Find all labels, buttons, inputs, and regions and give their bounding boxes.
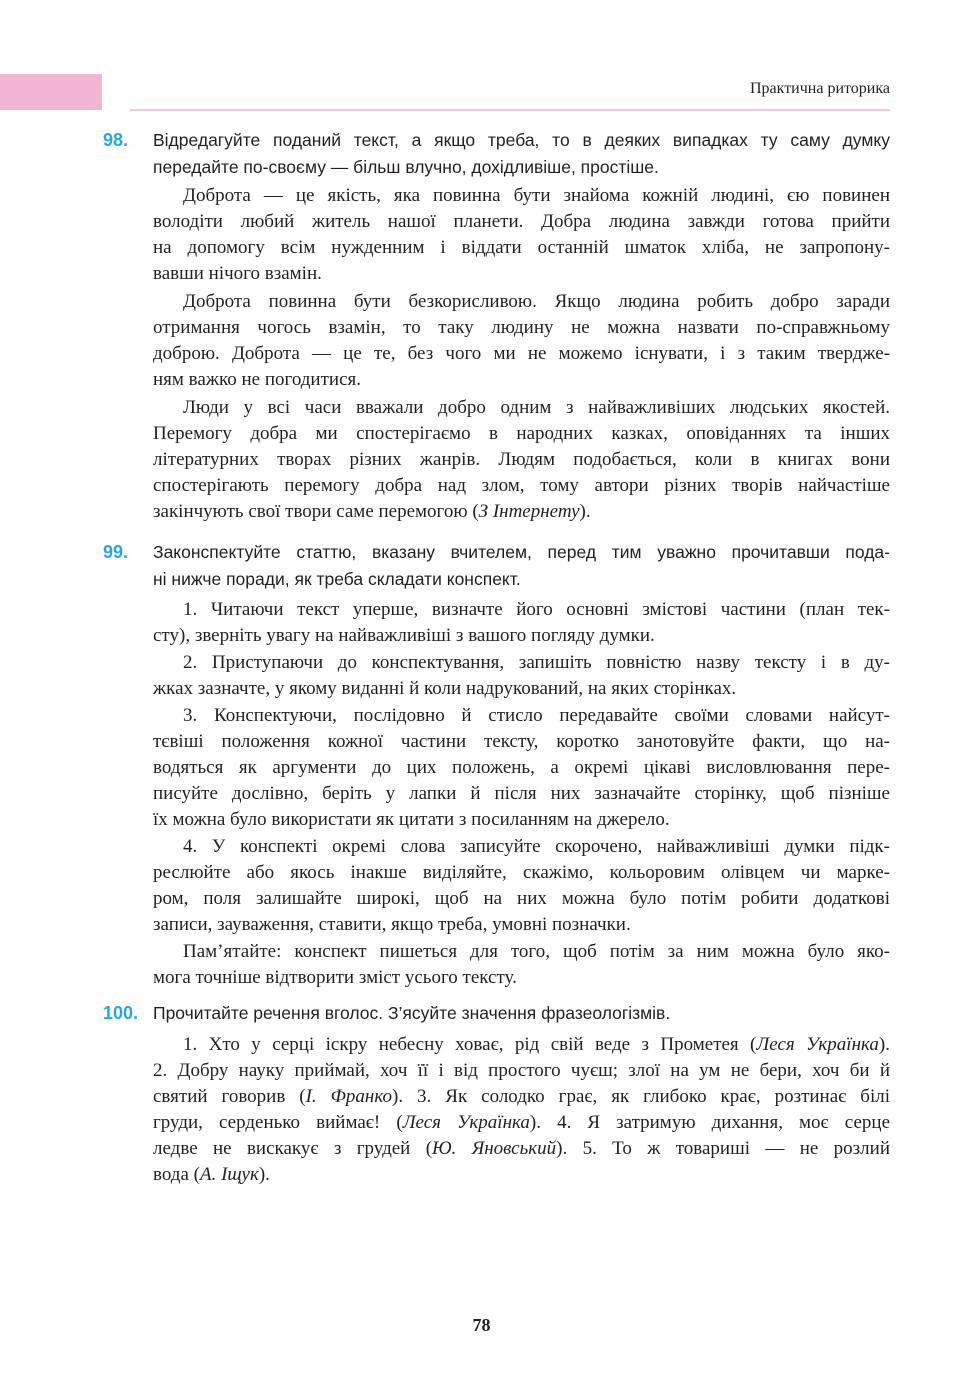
exercise-text bbox=[153, 183, 890, 525]
exercise-task bbox=[153, 1000, 890, 1027]
text-line: тєвіші положення кожної частини тексту, коротко занотовуйте факти, що на- bbox=[153, 731, 890, 752]
exercise-100 bbox=[0, 1000, 963, 1188]
text-line: 4. У конспекті окремі слова записуйте скорочено, найважливіші думки підк- bbox=[183, 836, 890, 857]
text-line: на допомогу всім нужденним і віддати останній шматок хліба, не запропону- bbox=[153, 237, 890, 258]
text-line: володіти любий житель нашої планети. Добра людина завжди готова прийти bbox=[153, 211, 890, 232]
text-segment: ). bbox=[878, 1034, 890, 1055]
text-line: 2. Добру науку приймай, хоч її і від простого чуєш; злої на ум не бери, хоч би й bbox=[153, 1060, 890, 1081]
exercise-text bbox=[153, 1032, 890, 1188]
task-line: Прочитайте речення вголос. З’ясуйте значення фразеологізмів. bbox=[153, 1003, 671, 1023]
paragraph bbox=[153, 395, 890, 525]
text-line: спостерігають перемогу добра над злом, тому автори різних творів найчастіше bbox=[153, 475, 890, 496]
exercise-number: 98. bbox=[103, 130, 129, 150]
paragraph bbox=[153, 703, 890, 833]
text-segment: груди, серденько виймає! ( bbox=[153, 1112, 403, 1133]
text-line: писуйте дослівно, беріть у лапки й після них зазначайте сторінку, щоб пізніше bbox=[153, 783, 890, 804]
text-line: вавши нічого взамін. bbox=[153, 263, 322, 284]
text-line bbox=[153, 1110, 890, 1136]
text-line: Доброта — це якість, яка повинна бути знайома кожній людині, єю повинен bbox=[183, 185, 890, 206]
italic-citation: Ю. Яновський bbox=[432, 1138, 557, 1159]
page-color-tab bbox=[0, 74, 102, 110]
task-line: Відредагуйте поданий текст, а якщо треба, то в деяких випадках ту саму думку bbox=[153, 130, 890, 150]
text-segment: ). bbox=[258, 1164, 270, 1185]
text-line: доброю. Доброта — це те, без чого ми не можемо існувати, і з таким твердже- bbox=[153, 343, 890, 364]
task-line: ні нижче поради, як треба складати конспект. bbox=[153, 569, 521, 589]
exercise-task bbox=[153, 539, 890, 593]
text-line: записи, зауваження, ставити, якщо треба, умовні позначки. bbox=[153, 914, 631, 935]
text-line: водяться як аргументи до цих положень, а окремі цікаві висловлювання пере- bbox=[153, 757, 890, 778]
exercise-body bbox=[153, 1000, 890, 1188]
text-line: жках зазначте, у якому виданні й коли надрукований, на яких сторінках. bbox=[153, 678, 737, 699]
text-line: ром, поля залишайте широкі, щоб на них можна було потім робити додаткові bbox=[153, 888, 890, 909]
task-line: передайте по-своєму — більш влучно, дохідливіше, простіше. bbox=[153, 157, 659, 177]
text-line: отримання чогось взамін, то таку людину не можна назвати по-справжньому bbox=[153, 317, 890, 338]
paragraph bbox=[153, 289, 890, 393]
exercise-text bbox=[153, 597, 890, 991]
text-line: мога точніше відтворити зміст усього тексту. bbox=[153, 967, 517, 988]
page-number: 78 bbox=[472, 1315, 491, 1335]
text-line bbox=[153, 1032, 890, 1058]
text-line: реслюйте або якось інакше виділяйте, скажімо, кольоровим олівцем чи марке- bbox=[153, 862, 890, 883]
running-head: Практична риторика bbox=[749, 80, 890, 97]
text-segment: 1. Хто у серці іскру небесну ховає, рід свій веде з Прометея ( bbox=[183, 1034, 757, 1055]
text-line bbox=[153, 1162, 890, 1188]
text-segment: ). 5. То ж товариші — не розлий bbox=[556, 1138, 890, 1159]
text-line: літературних творах різних жанрів. Людям подобається, коли в книгах вони bbox=[153, 449, 890, 470]
text-segment: вода ( bbox=[153, 1164, 200, 1185]
text-line bbox=[153, 1084, 890, 1110]
text-segment: закінчують свої твори саме перемогою ( bbox=[153, 501, 479, 522]
header-rule bbox=[130, 109, 890, 111]
text-segment: ледве не вискакує з грудей ( bbox=[153, 1138, 433, 1159]
text-segment: ). 4. Я затримую дихання, моє серце bbox=[529, 1112, 891, 1133]
paragraph bbox=[153, 939, 890, 991]
exercise-98 bbox=[0, 127, 963, 525]
exercise-number: 100. bbox=[103, 1003, 139, 1023]
paragraph bbox=[153, 1032, 890, 1188]
italic-citation: Леся Українка bbox=[756, 1034, 879, 1055]
italic-citation: З Інтернету bbox=[478, 501, 580, 522]
text-segment: святий говорив ( bbox=[153, 1086, 306, 1107]
text-segment: ). bbox=[579, 501, 591, 522]
text-line: сту), зверніть увагу на найважливіші з вашого погляду думки. bbox=[153, 625, 655, 646]
text-line: 2. Приступаючи до конспектування, запишіть повністю назву тексту і в ду- bbox=[183, 652, 890, 673]
text-line: Перемогу добра ми спостерігаємо в народних казках, оповіданнях та інших bbox=[153, 423, 890, 444]
exercise-number: 99. bbox=[103, 542, 129, 562]
paragraph bbox=[153, 597, 890, 649]
text-line: їх можна було використати як цитати з посиланням на джерело. bbox=[153, 809, 670, 830]
text-line: Пам’ятайте: конспект пишеться для того, щоб потім за ним можна було яко- bbox=[183, 941, 890, 962]
text-line: Люди у всі часи вважали добро одним з найважливіших людських якостей. bbox=[183, 397, 890, 418]
italic-citation: Леся Українка bbox=[402, 1112, 530, 1133]
paragraph bbox=[153, 183, 890, 287]
text-line: 1. Читаючи текст уперше, визначте його основні змістові частини (план тек- bbox=[183, 599, 890, 620]
text-line bbox=[153, 499, 890, 525]
text-line: 3. Конспектуючи, послідовно й стисло передавайте своїми словами найсут- bbox=[183, 705, 890, 726]
exercise-body bbox=[153, 127, 890, 525]
paragraph bbox=[153, 834, 890, 938]
text-segment: ). 3. Як солодко грає, як глибоко крає, розтинає білі bbox=[392, 1086, 890, 1107]
italic-citation: А. Іщук bbox=[199, 1164, 259, 1185]
italic-citation: І. Франко bbox=[305, 1086, 393, 1107]
text-line: Доброта повинна бути безкорисливою. Якщо людина робить добро заради bbox=[183, 291, 890, 312]
paragraph bbox=[153, 650, 890, 702]
exercise-99 bbox=[0, 539, 963, 991]
task-line: Законспектуйте статтю, вказану вчителем, перед тим уважно прочитавши пода- bbox=[153, 542, 890, 562]
text-line bbox=[153, 1136, 890, 1162]
exercise-task bbox=[153, 127, 890, 181]
exercise-body bbox=[153, 539, 890, 991]
text-line: ням важко не погодитися. bbox=[153, 369, 361, 390]
